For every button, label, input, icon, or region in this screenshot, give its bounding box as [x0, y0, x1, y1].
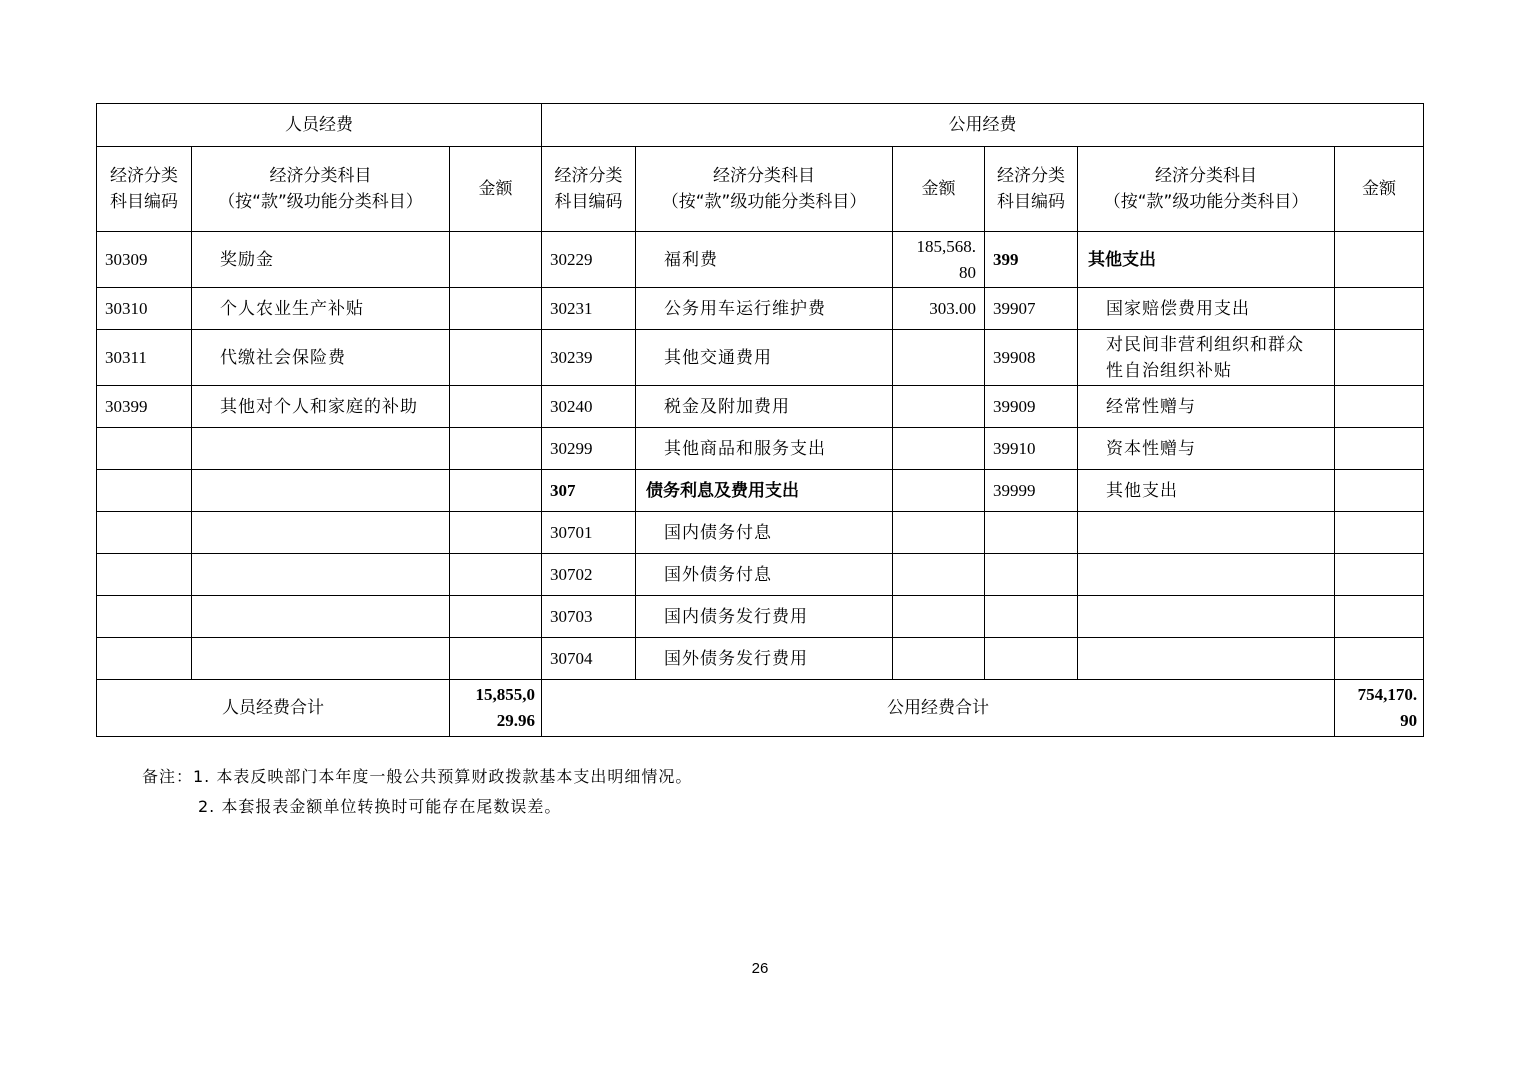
public-amount-cell [1335, 512, 1424, 554]
personnel-amount-cell [450, 512, 542, 554]
public-amount-cell [1335, 232, 1424, 288]
col-header-code: 经济分类 科目编码 [542, 147, 636, 232]
public-code-cell: 39907 [985, 288, 1078, 330]
col-header-subject: 经济分类科目 （按“款”级功能分类科目） [192, 147, 450, 232]
public-amount-cell [893, 428, 985, 470]
public-code-cell: 30703 [542, 596, 636, 638]
public-code-cell [985, 596, 1078, 638]
public-amount-cell [1335, 596, 1424, 638]
table-row [97, 470, 1424, 512]
public-subject-cell [1078, 596, 1335, 638]
public-amount-cell [1335, 470, 1424, 512]
public-code-cell: 30701 [542, 512, 636, 554]
personnel-subject-cell: 个人农业生产补贴 [192, 288, 450, 330]
personnel-code-cell [97, 470, 192, 512]
public-amount-cell [1335, 386, 1424, 428]
public-amount-cell [893, 638, 985, 680]
personnel-subject-cell [192, 638, 450, 680]
public-subject-cell: 国外债务付息 [636, 554, 893, 596]
public-subject-cell [1078, 512, 1335, 554]
personnel-code-cell [97, 554, 192, 596]
public-code-cell: 30299 [542, 428, 636, 470]
section-personnel-header: 人员经费 [97, 104, 542, 147]
public-code-cell [985, 512, 1078, 554]
table-row [97, 596, 1424, 638]
col-header-subject: 经济分类科目 （按“款”级功能分类科目） [1078, 147, 1335, 232]
personnel-subject-cell [192, 554, 450, 596]
personnel-amount-cell [450, 470, 542, 512]
public-total-amount: 754,170. 90 [1335, 680, 1424, 737]
public-code-cell: 30240 [542, 386, 636, 428]
public-subject-cell [1078, 638, 1335, 680]
col-header-code: 经济分类 科目编码 [985, 147, 1078, 232]
public-subject-cell: 国内债务发行费用 [636, 596, 893, 638]
public-amount-cell [893, 470, 985, 512]
col-header-amount: 金额 [1335, 147, 1424, 232]
col-header-code: 经济分类 科目编码 [97, 147, 192, 232]
personnel-amount-cell [450, 330, 542, 386]
public-amount-cell [1335, 330, 1424, 386]
table-row [97, 512, 1424, 554]
table-row [97, 330, 1424, 386]
public-subject-cell: 对民间非营利组织和群众 性自治组织补贴 [1078, 330, 1335, 386]
public-subject-cell: 公务用车运行维护费 [636, 288, 893, 330]
public-amount-cell [893, 330, 985, 386]
personnel-subject-cell [192, 512, 450, 554]
personnel-amount-cell [450, 232, 542, 288]
public-amount-cell [1335, 554, 1424, 596]
public-subject-cell: 国外债务发行费用 [636, 638, 893, 680]
personnel-code-cell [97, 428, 192, 470]
public-subject-cell: 经常性赠与 [1078, 386, 1335, 428]
public-subject-cell: 国家赔偿费用支出 [1078, 288, 1335, 330]
personnel-total-amount: 15,855,0 29.96 [450, 680, 542, 737]
personnel-code-cell: 30309 [97, 232, 192, 288]
budget-detail-table [96, 103, 1424, 737]
public-subject-cell: 其他支出 [1078, 470, 1335, 512]
public-code-cell: 30239 [542, 330, 636, 386]
personnel-subject-cell: 代缴社会保险费 [192, 330, 450, 386]
public-amount-cell [1335, 288, 1424, 330]
personnel-amount-cell [450, 386, 542, 428]
personnel-subject-cell [192, 470, 450, 512]
public-subject-cell: 债务利息及费用支出 [636, 470, 893, 512]
public-amount-cell [893, 512, 985, 554]
public-code-cell: 399 [985, 232, 1078, 288]
public-code-cell: 39908 [985, 330, 1078, 386]
table-row [97, 638, 1424, 680]
personnel-subject-cell: 其他对个人和家庭的补助 [192, 386, 450, 428]
public-code-cell: 39910 [985, 428, 1078, 470]
public-code-cell: 30704 [542, 638, 636, 680]
personnel-code-cell: 30310 [97, 288, 192, 330]
public-code-cell [985, 638, 1078, 680]
public-subject-cell: 资本性赠与 [1078, 428, 1335, 470]
public-code-cell: 30702 [542, 554, 636, 596]
public-amount-cell: 185,568. 80 [893, 232, 985, 288]
col-header-amount: 金额 [450, 147, 542, 232]
public-total-label: 公用经费合计 [542, 680, 1335, 737]
section-public-header: 公用经费 [542, 104, 1424, 147]
personnel-amount-cell [450, 428, 542, 470]
public-subject-cell: 其他商品和服务支出 [636, 428, 893, 470]
public-amount-cell [893, 596, 985, 638]
personnel-code-cell: 30311 [97, 330, 192, 386]
personnel-amount-cell [450, 288, 542, 330]
personnel-code-cell [97, 512, 192, 554]
table-row [97, 288, 1424, 330]
public-subject-cell [1078, 554, 1335, 596]
personnel-subject-cell: 奖励金 [192, 232, 450, 288]
public-amount-cell [1335, 638, 1424, 680]
personnel-total-label: 人员经费合计 [97, 680, 450, 737]
note-2: 2. 本套报表金额单位转换时可能存在尾数误差。 [198, 797, 562, 816]
personnel-amount-cell [450, 638, 542, 680]
public-subject-cell: 其他交通费用 [636, 330, 893, 386]
public-subject-cell: 福利费 [636, 232, 893, 288]
public-code-cell: 39909 [985, 386, 1078, 428]
public-subject-cell: 税金及附加费用 [636, 386, 893, 428]
col-header-amount: 金额 [893, 147, 985, 232]
personnel-code-cell [97, 596, 192, 638]
public-code-cell: 30229 [542, 232, 636, 288]
personnel-subject-cell [192, 596, 450, 638]
public-amount-cell [893, 386, 985, 428]
personnel-code-cell: 30399 [97, 386, 192, 428]
public-code-cell [985, 554, 1078, 596]
table-row [97, 554, 1424, 596]
personnel-amount-cell [450, 596, 542, 638]
public-code-cell: 39999 [985, 470, 1078, 512]
public-subject-cell: 国内债务付息 [636, 512, 893, 554]
public-code-cell: 307 [542, 470, 636, 512]
public-amount-cell [1335, 428, 1424, 470]
personnel-amount-cell [450, 554, 542, 596]
public-code-cell: 30231 [542, 288, 636, 330]
table-row [97, 386, 1424, 428]
personnel-code-cell [97, 638, 192, 680]
notes [142, 762, 692, 822]
public-subject-cell: 其他支出 [1078, 232, 1335, 288]
table-row [97, 428, 1424, 470]
table-row [97, 232, 1424, 288]
col-header-subject: 经济分类科目 （按“款”级功能分类科目） [636, 147, 893, 232]
public-amount-cell: 303.00 [893, 288, 985, 330]
totals-row [97, 680, 1424, 737]
public-amount-cell [893, 554, 985, 596]
note-1: 备注：1. 本表反映部门本年度一般公共预算财政拨款基本支出明细情况。 [142, 767, 693, 786]
personnel-subject-cell [192, 428, 450, 470]
page-number: 26 [751, 960, 769, 977]
